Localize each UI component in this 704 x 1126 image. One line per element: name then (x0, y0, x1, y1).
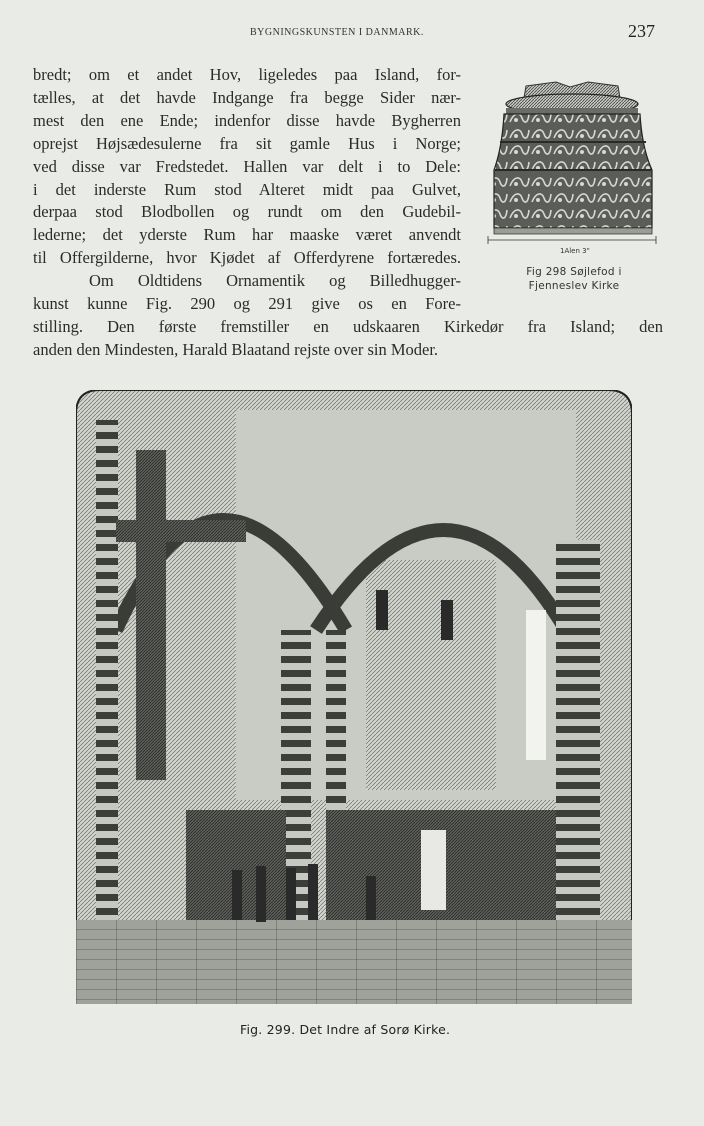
text-line: bredt; om et andet Hov, ligeledes paa Island, for- (33, 65, 461, 84)
text-line: ved disse var Fredstedet. Hallen var delt i to Dele: (33, 156, 461, 176)
text-line: oprejst Højsædesulerne fra sit gamle Hus i Norge; (33, 133, 461, 153)
scale-label: 1Alen 3" (560, 247, 590, 255)
caption-line: Fig 298 Søjlefod i (526, 266, 622, 278)
column-base-illustration (486, 78, 658, 258)
text-line: Om Oldtidens Ornamentik og Billedhugger- (89, 271, 461, 291)
page-number: 237 (628, 21, 655, 41)
text-line: til Offergilderne, hvor Kjødet af Offerdyrene fortæredes. (33, 248, 461, 268)
text-line: stilling. Den første fremstiller en udskaaren Kirkedør fra Island; den (33, 317, 663, 336)
figure-298-caption (494, 265, 654, 293)
text-line: derpaa stod Blodbollen og rundt om den Gudebil- (33, 202, 461, 222)
caption-line: Fjenneslev Kirke (528, 280, 620, 292)
text-line: mest den ene Ende; indenfor disse havde Bygherren (33, 110, 461, 130)
text-line: kunst kunne Fig. 290 og 291 give os en Fore- (33, 294, 461, 314)
text-line: lederne; det yderste Rum har maaske været anvendt (33, 225, 461, 245)
church-interior-illustration (76, 390, 632, 1004)
paragraph-1 (33, 64, 461, 316)
text-line: anden den Mindesten, Harald Blaatand rejste over sin Moder. (33, 340, 439, 359)
running-head: BYGNINGSKUNSTEN I DANMARK. (250, 27, 424, 38)
text-line: tælles, at det havde Indgange fra begge Sider nær- (33, 87, 461, 107)
figure-299-caption: Fig. 299. Det Indre af Sorø Kirke. (240, 1022, 451, 1037)
text-line: i det inderste Rum stod Alteret midt paa Gulvet, (33, 179, 461, 199)
